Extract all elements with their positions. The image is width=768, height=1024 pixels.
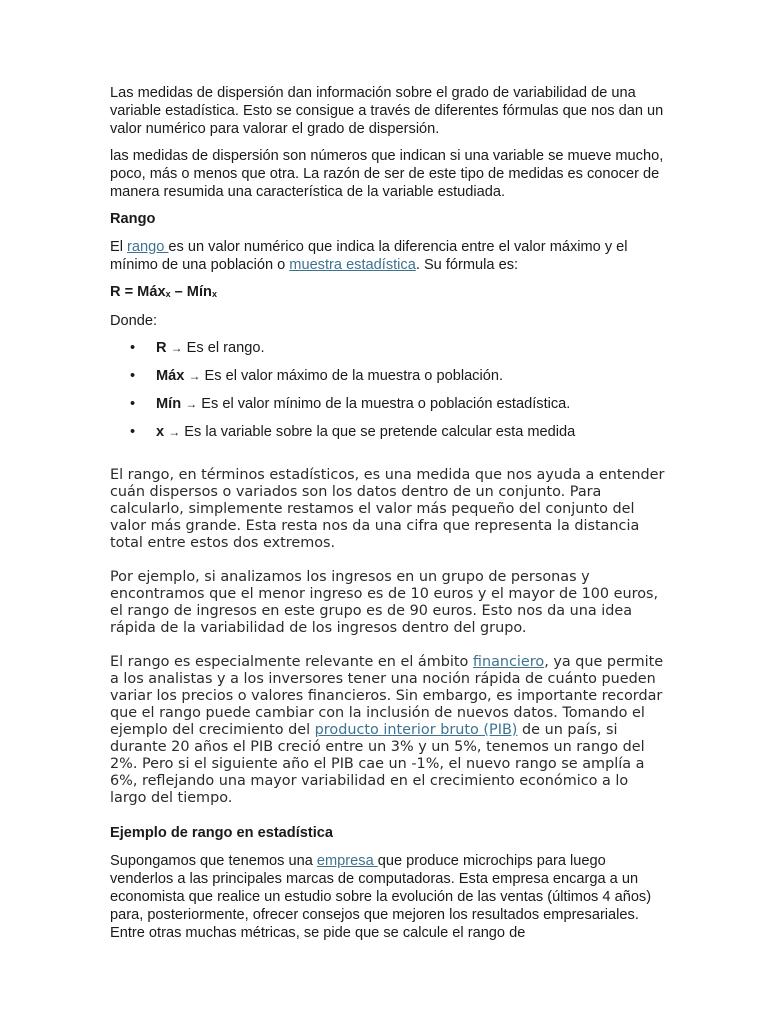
formula-terms-list — [110, 339, 666, 441]
rango-link[interactable]: rango — [127, 239, 169, 255]
definition-text: . Su fórmula es: — [415, 257, 519, 273]
explanation-paragraph-3: El rango es especialmente relevante en el ámbito financiero, ya que permite a los analistas y a los inversores tener una noción rápida de cuánto pueden variar los precios o valores financieros. Sin embargo, es importante recordar que el rango puede cambiar con la inclusión de nuevos datos. Tomando el ejemplo del crecimiento del producto interior bruto (PIB) de un país, si durante 20 años el PIB creció entre un 3% y un 5%, tenemos un rango del 2%. Pero si el siguiente año el PIB cae un -1%, el nuevo rango se amplía a 6%, reflejando una mayor variabilidad en el crecimiento económico a lo largo del tiempo. — [110, 654, 664, 806]
section-heading-rango: Rango — [110, 211, 156, 227]
intro-paragraph-1: Las medidas de dispersión dan información sobre el grado de variabilidad de una variable estadística. Esto se consigue a través de diferentes fórmulas que nos dan un valor numérico para valorar el grado de dispersión. — [110, 85, 664, 137]
arrow-icon: → — [185, 397, 198, 411]
document-page — [110, 84, 666, 942]
definition-text: El — [110, 239, 128, 255]
intro-paragraph-2: las medidas de dispersión son números que indican si una variable se mueve mucho, poco, más o menos que otra. La razón de ser de este tipo de medidas es conocer de manera resumida una característica de la variable estudiada. — [110, 148, 664, 200]
list-item: • x → Es la variable sobre la que se pretende calcular esta medida — [130, 424, 576, 440]
rango-definition — [110, 238, 666, 274]
explanation-block — [110, 467, 666, 807]
donde-label: Donde: — [110, 313, 158, 329]
financiero-link[interactable]: financiero — [472, 654, 545, 670]
arrow-icon: → — [168, 425, 181, 439]
list-item: • R → Es el rango. — [130, 340, 265, 356]
muestra-estadistica-link[interactable]: muestra estadística — [289, 257, 416, 273]
definition-text: es un valor numérico que indica la diferencia entre el valor máximo y el mínimo de una población o — [110, 239, 628, 273]
example-paragraph: Supongamos que tenemos una empresa que produce microchips para luego venderlos a las principales marcas de computadoras. Esta empresa encarga a un economista que realice un estudio sobre la evolución de las ventas (últimos 4 años) para, posteriormente, ofrecer consejos que mejoren los resultados empresariales. Entre otras muchas métricas, se pide que se calcule el rango de — [110, 853, 652, 941]
bullet-icon: • — [130, 368, 136, 384]
bullet-icon: • — [130, 340, 136, 356]
list-item: • Máx → Es el valor máximo de la muestra o población. — [130, 368, 504, 384]
section-heading-ejemplo: Ejemplo de rango en estadística — [110, 825, 334, 841]
range-formula: R = Máx$_x$ – Mín$_x$ — [110, 284, 217, 300]
empresa-link[interactable]: empresa — [316, 853, 378, 869]
arrow-icon: → — [170, 341, 183, 355]
pib-link[interactable]: producto interior bruto (PIB) — [314, 722, 518, 738]
explanation-paragraph-1: El rango, en términos estadísticos, es una medida que nos ayuda a entender cuán dispersos o variados son los datos dentro de un conjunto. Para calcularlo, simplemente restamos el valor más pequeño del conjunto del valor más grande. Esta resta nos da una cifra que representa la distancia total entre estos dos extremos. — [110, 467, 665, 551]
list-item: • Mín → Es el valor mínimo de la muestra o población estadística. — [130, 396, 571, 412]
arrow-icon: → — [188, 369, 201, 383]
explanation-paragraph-2: Por ejemplo, si analizamos los ingresos en un grupo de personas y encontramos que el menor ingreso es de 10 euros y el mayor de 100 euros, el rango de ingresos en este grupo es de 90 euros. Esto nos da una idea rápida de la variabilidad de los ingresos dentro del grupo. — [110, 569, 659, 636]
bullet-icon: • — [130, 424, 136, 440]
bullet-icon: • — [130, 396, 136, 412]
